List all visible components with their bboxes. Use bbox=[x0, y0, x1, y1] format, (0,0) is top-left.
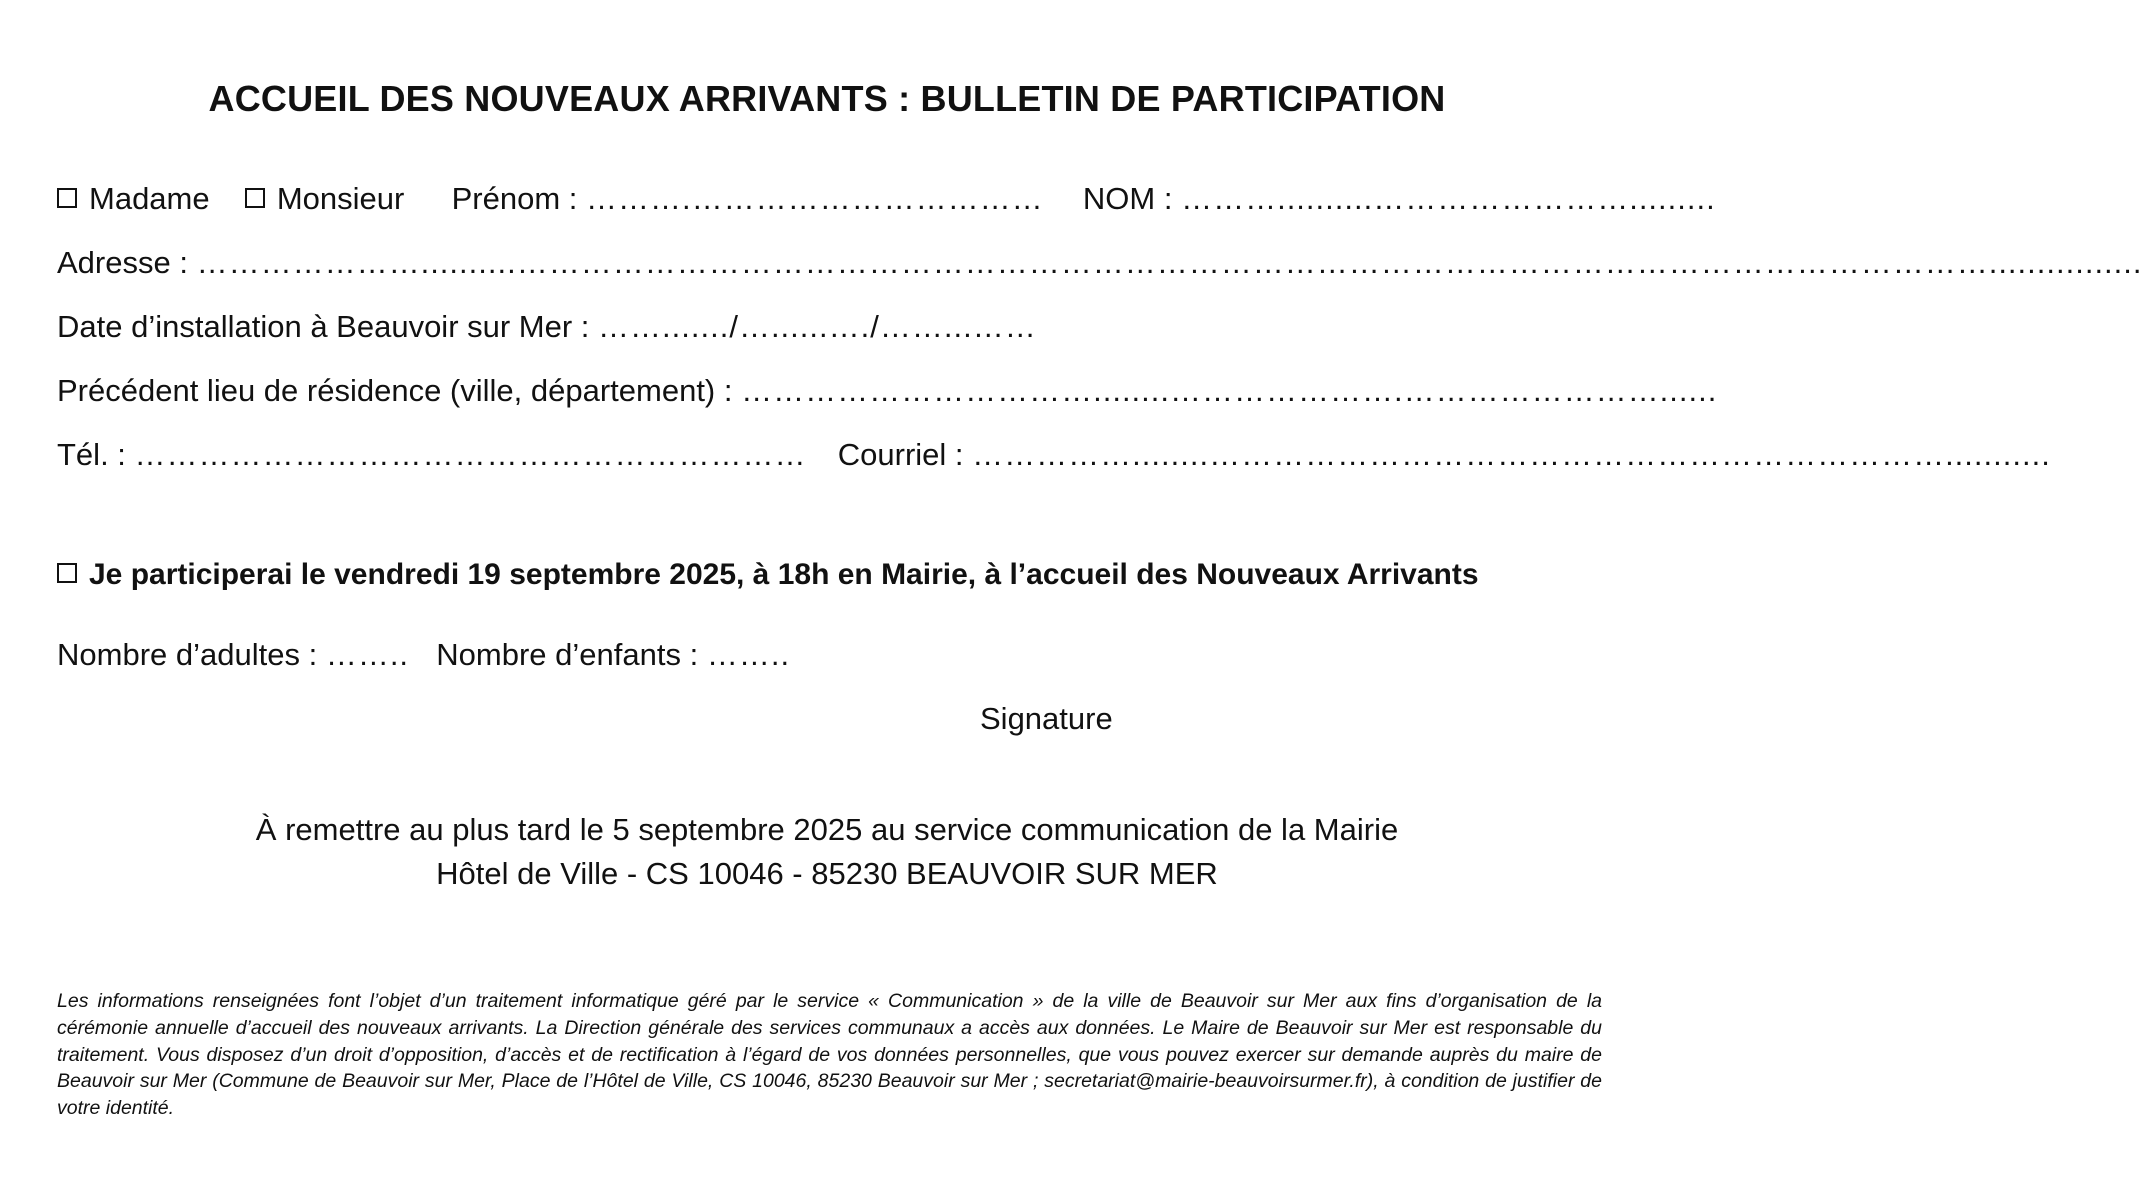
counts-row bbox=[57, 637, 1602, 673]
monsieur-label: Monsieur bbox=[276, 181, 405, 216]
nom-field[interactable]: ………..........……………………......... bbox=[1181, 181, 1716, 216]
legal-notice: Les informations renseignées font l’objet d’un traitement informatique géré par le service « Communication » de la ville de Beauvoir sur Mer aux fins d’organisation de la cérémonie annuelle d’accueil des nouveaux arrivants. La Direction générale des services communaux a accès aux données. Le Maire de Beauvoir sur Mer est responsable du traitement. Vous disposez d’un droit d’opposition, d’accès et de rectification à l’égard de vos données personnelles, que vous pouvez exercer sur demande auprès du maire de Beauvoir sur Mer (Commune de Beauvoir sur Mer, Place de l’Hôtel de Ville, CS 10046, 85230 Beauvoir sur Mer ; secretariat@mairie-beauvoirsurmer.fr), à condition de justifier de votre identité. bbox=[57, 990, 1602, 1120]
nom-label: NOM : bbox=[1082, 181, 1173, 216]
participation-row bbox=[57, 558, 1602, 592]
participation-checkbox[interactable] bbox=[57, 563, 77, 583]
precedent-row bbox=[57, 373, 1718, 409]
prenom-field[interactable]: ……….…………………………… bbox=[586, 181, 1044, 216]
contact-row bbox=[57, 437, 2051, 473]
madame-label: Madame bbox=[89, 181, 210, 216]
return-notice bbox=[0, 808, 1654, 896]
return-notice-line1: À remettre au plus tard le 5 septembre 2025 au service communication de la Mairie bbox=[255, 812, 1399, 847]
civility-name-row bbox=[57, 181, 1716, 217]
prenom-label: Prénom : bbox=[451, 181, 578, 216]
signature-label: Signature bbox=[980, 701, 1113, 736]
enfants-field[interactable]: …….. bbox=[706, 637, 791, 672]
madame-checkbox[interactable] bbox=[57, 188, 77, 208]
participation-label: Je participerai le vendredi 19 septembre 2025, à 18h en Mairie, à l’accueil des Nouveaux Arrivants bbox=[89, 558, 1479, 591]
date-installation-label: Date d’installation à Beauvoir sur Mer : bbox=[57, 309, 590, 344]
adultes-field[interactable]: …….. bbox=[325, 637, 410, 672]
monsieur-checkbox[interactable] bbox=[245, 188, 265, 208]
return-notice-line2: Hôtel de Ville - CS 10046 - 85230 BEAUVOIR SUR MER bbox=[436, 856, 1218, 891]
courriel-label: Courriel : bbox=[837, 437, 964, 472]
courriel-field[interactable]: ……………........……………………………………………………………........... bbox=[972, 437, 2051, 472]
adresse-field[interactable]: …………………..........…………………………………………………………………………………………………………………………................ bbox=[196, 245, 2143, 280]
precedent-residence-field[interactable]: ……………………………........………………….……………………...... bbox=[741, 373, 1718, 408]
adultes-label: Nombre d’adultes : bbox=[57, 637, 318, 672]
tel-field[interactable]: ……………………………………………………… bbox=[134, 437, 807, 472]
date-row bbox=[57, 309, 1602, 345]
form-title: ACCUEIL DES NOUVEAUX ARRIVANTS : BULLETIN DE PARTICIPATION bbox=[208, 78, 1446, 119]
enfants-label: Nombre d’enfants : bbox=[436, 637, 699, 672]
adresse-label: Adresse : bbox=[57, 245, 188, 280]
date-installation-field[interactable]: ……......./…......…./……...…… bbox=[598, 309, 1037, 344]
adresse-row bbox=[57, 245, 2143, 281]
tel-label: Tél. : bbox=[57, 437, 126, 472]
precedent-residence-label: Précédent lieu de résidence (ville, département) : bbox=[57, 373, 733, 408]
